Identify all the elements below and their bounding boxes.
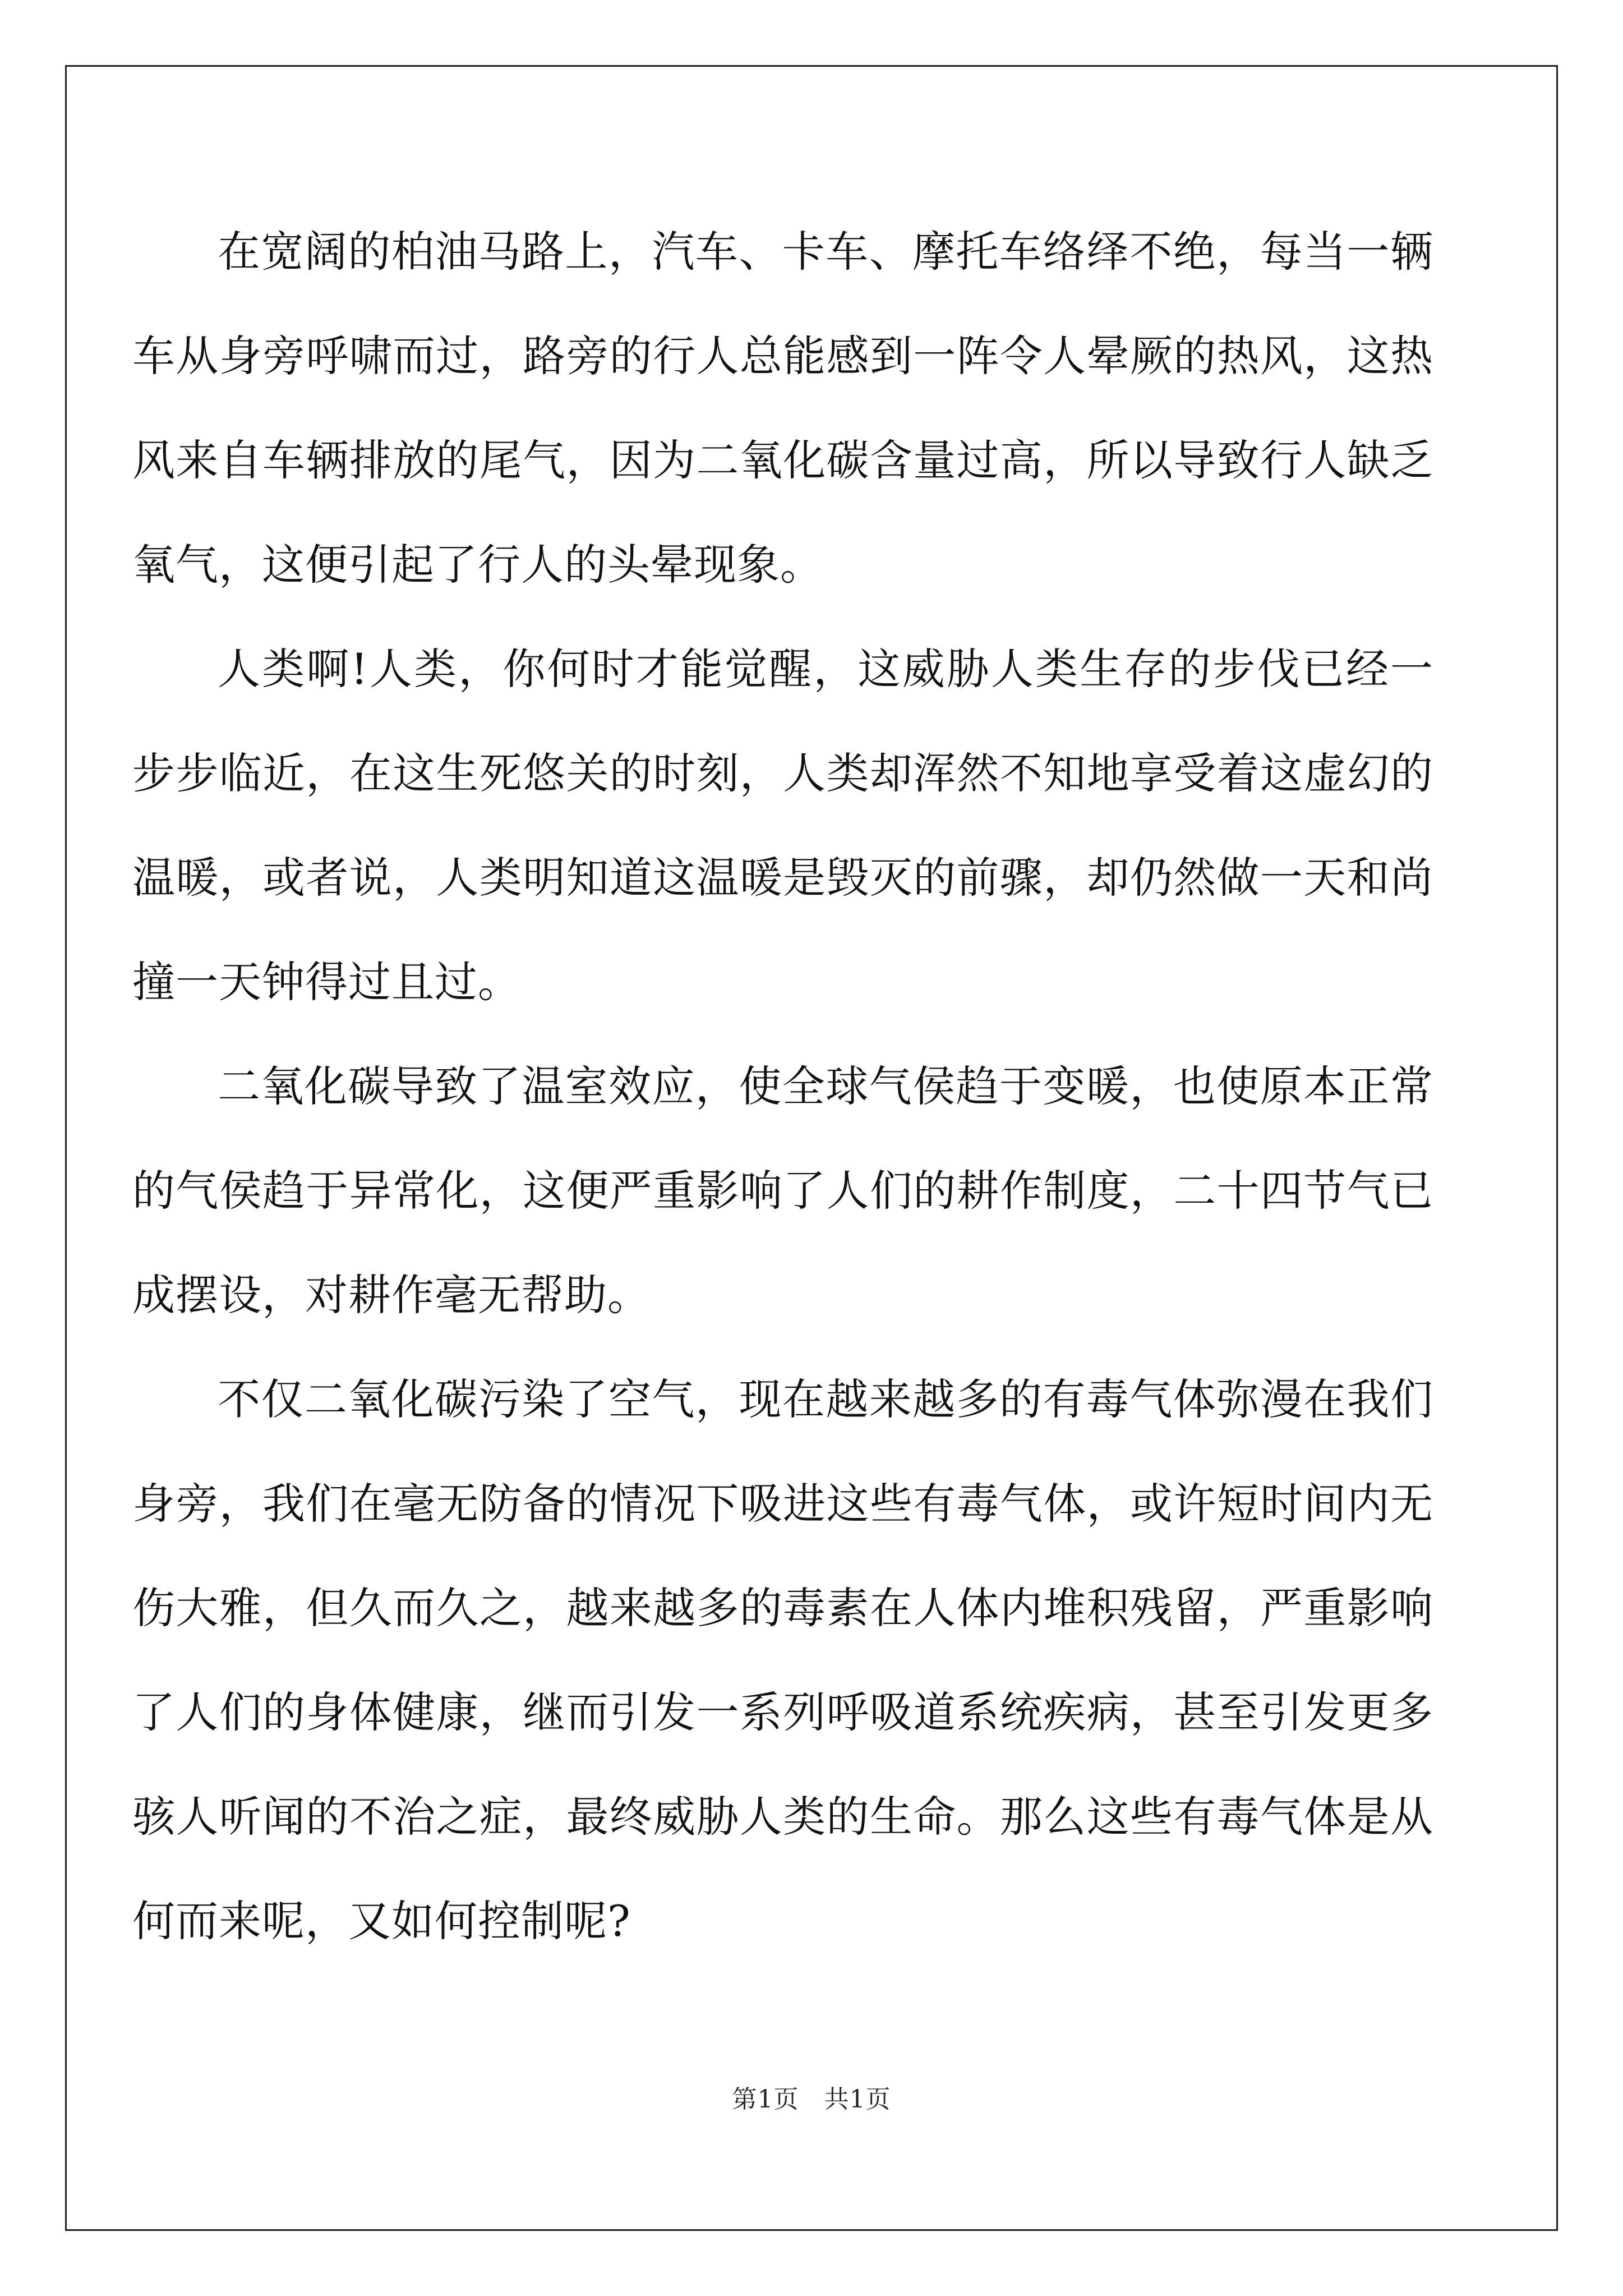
page-number-footer: 第1页 共1页	[732, 2085, 891, 2114]
document-body	[132, 200, 1433, 1973]
paragraph-1: 在宽阔的柏油马路上，汽车、卡车、摩托车络绎不绝，每当一辆车从身旁呼啸而过，路旁的行人总能感到一阵令人晕厥的热风，这热风来自车辆排放的尾气，因为二氧化碳含量过高，所以导致行人缺乏氧气，这便引起了行人的头晕现象。	[132, 227, 1433, 590]
paragraph-3: 二氧化碳导致了温室效应，使全球气侯趋于变暖，也使原本正常的气侯趋于异常化，这便严重影响了人们的耕作制度，二十四节气已成摆设，对耕作毫无帮助。	[132, 1061, 1433, 1320]
paragraph-4: 不仅二氧化碳污染了空气，现在越来越多的有毒气体弥漫在我们身旁，我们在毫无防备的情况下吸进这些有毒气体，或许短时间内无伤大雅，但久而久之，越来越多的毒素在人体内堆积残留，严重影响了人们的身体健康，继而引发一系列呼吸道系统疾病，甚至引发更多骇人听闻的不治之症，最终威胁人类的生命。那么这些有毒气体是从何而来呢，又如何控制呢?	[132, 1374, 1433, 1946]
paragraph-2: 人类啊!人类，你何时才能觉醒，这威胁人类生存的步伐已经一步步临近，在这生死悠关的时刻，人类却浑然不知地享受着这虚幻的温暖，或者说，人类明知道这温暖是毁灭的前骤，却仍然做一天和尚撞一天钟得过且过。	[132, 644, 1433, 1007]
